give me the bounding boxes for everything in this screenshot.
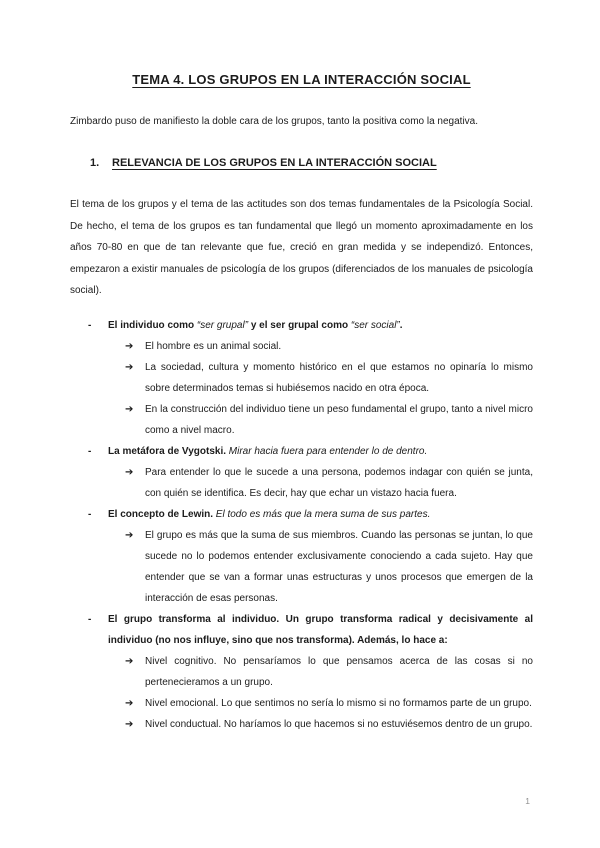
list-item-text: Para entender lo que le sucede a una persona, podemos indagar con quién se junta, con quién se identifica. Es decir, hay que echar un vistazo hacia fuera. bbox=[145, 466, 533, 499]
section-heading bbox=[70, 157, 533, 169]
arrow-bullet-icon: ➔ bbox=[125, 529, 134, 541]
list-item bbox=[70, 315, 533, 336]
list-item bbox=[70, 441, 533, 462]
dash-bullet: - bbox=[88, 613, 92, 625]
arrow-bullet-icon: ➔ bbox=[125, 340, 134, 352]
sub-list-item bbox=[70, 399, 533, 441]
list-item bbox=[70, 504, 533, 525]
arrow-bullet-icon: ➔ bbox=[125, 718, 134, 730]
arrow-bullet-icon: ➔ bbox=[125, 466, 134, 478]
sub-list-item bbox=[70, 714, 533, 735]
page-title bbox=[70, 0, 533, 87]
arrow-bullet-icon: ➔ bbox=[125, 403, 134, 415]
list-item-text: El individuo como “ser grupal” y el ser grupal como “ser social”. bbox=[108, 319, 403, 331]
sub-list-item bbox=[70, 651, 533, 693]
sub-list-item bbox=[70, 336, 533, 357]
intro-paragraph: Zimbardo puso de manifiesto la doble cara de los grupos, tanto la positiva como la negativa. bbox=[70, 116, 479, 127]
list-item-text: La metáfora de Vygotski. Mirar hacia fuera para entender lo de dentro. bbox=[108, 445, 428, 457]
list-item-text: El concepto de Lewin. El todo es más que la mera suma de sus partes. bbox=[108, 508, 431, 520]
dash-bullet: - bbox=[88, 445, 92, 457]
list-item-text: La sociedad, cultura y momento histórico en el que estamos no opinaría lo mismo sobre determinados temas si hubiésemos nacido en otra época. bbox=[145, 361, 533, 394]
arrow-bullet-icon: ➔ bbox=[125, 697, 134, 709]
list-item-text: Nivel emocional. Lo que sentimos no sería lo mismo si no formamos parte de un grupo. bbox=[145, 697, 532, 709]
body-paragraph: El tema de los grupos y el tema de las actitudes son dos temas fundamentales de la Psicología Social. De hecho, el tema de los grupos es tan fundamental que llegó un momento aproximadamente en los años 70-80 en que de tan relevante que fue, creció en gran medida y se independizó. Entonces, empezaron a existir manuales de psicología de los grupos (diferenciados de los manuales de psicología social). bbox=[70, 199, 533, 296]
page-number: 1 bbox=[525, 796, 530, 806]
list-item-text: En la construcción del individuo tiene un peso fundamental el grupo, tanto a nivel micro como a nivel macro. bbox=[145, 403, 533, 436]
sub-list-item bbox=[70, 693, 533, 714]
section-heading-text: RELEVANCIA DE LOS GRUPOS EN LA INTERACCIÓN SOCIAL bbox=[112, 157, 437, 169]
list-item-text: El hombre es un animal social. bbox=[145, 340, 282, 352]
dash-bullet: - bbox=[88, 508, 92, 520]
list-item-text: El grupo transforma al individuo. Un grupo transforma radical y decisivamente al individuo (no nos influye, sino que nos transforma). Además, lo hace a: bbox=[108, 613, 533, 646]
arrow-bullet-icon: ➔ bbox=[125, 361, 134, 373]
list-item-text: Nivel conductual. No haríamos lo que hacemos si no estuviésemos dentro de un grupo. bbox=[145, 718, 533, 730]
bullet-list bbox=[70, 315, 533, 735]
section-number: 1. bbox=[90, 157, 100, 169]
list-item-text: El grupo es más que la suma de sus miembros. Cuando las personas se juntan, lo que sucede no lo podemos entender exclusivamente conociendo a cada sujeto. Hay que entender que se van a formar unas estructuras y unos procesos que emergen de la interacción de esas personas. bbox=[145, 529, 533, 604]
sub-list-item bbox=[70, 357, 533, 399]
list-item bbox=[70, 609, 533, 651]
dash-bullet: - bbox=[88, 319, 92, 331]
sub-list-item bbox=[70, 525, 533, 609]
arrow-bullet-icon: ➔ bbox=[125, 655, 134, 667]
sub-list-item bbox=[70, 462, 533, 504]
page-title-text: TEMA 4. LOS GRUPOS EN LA INTERACCIÓN SOCIAL bbox=[132, 72, 471, 87]
list-item-text: Nivel cognitivo. No pensaríamos lo que pensamos acerca de las cosas si no pertenecieramos a un grupo. bbox=[145, 655, 533, 688]
